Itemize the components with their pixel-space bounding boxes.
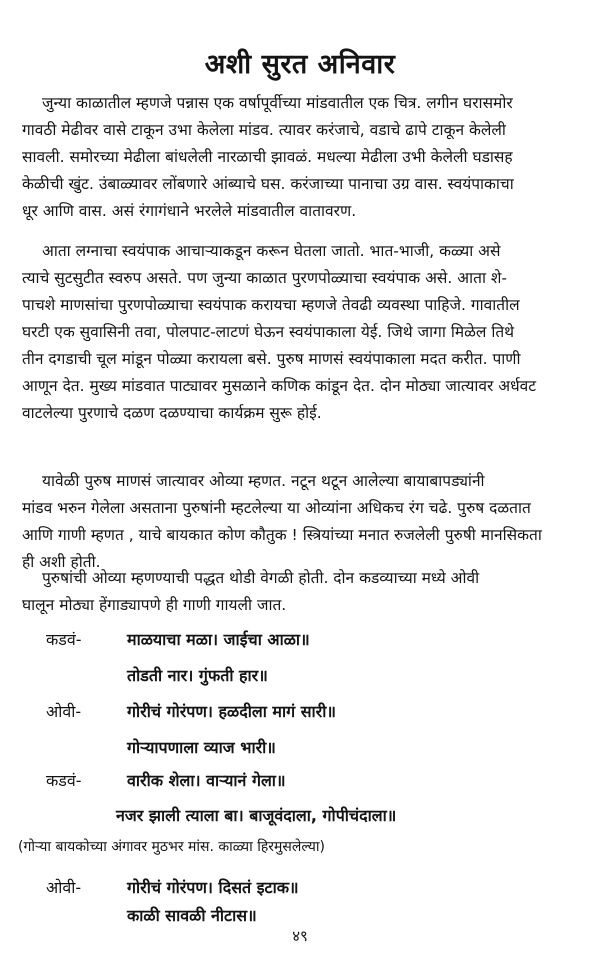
paragraph-line: यावेळी पुरुष माणसं जात्यावर ओव्या म्हणत. नटून थटून आलेल्या बायाबापड्यांनी [42,472,485,490]
verse-label: ओवी- [46,878,82,897]
paragraph-line: आता लग्नाचा स्वयंपाक आचाऱ्याकडून करून घेतला जातो. भात-भाजी, कळ्या असे [42,242,501,260]
verse-line: गोऱ्यापणाला व्याज भारी॥ [127,738,276,757]
paragraph-line: तीन दगडाची चूल मांडून पोळ्या करायला बसे. पुरुष माणसं स्वयंपाकाला मदत करीत. पाणी [22,350,521,368]
paragraph-3 [22,468,582,576]
verse-line: गोरीचं गोरंपण। दिसतं इटाक॥ [127,878,299,897]
page-title: अशी सुरत अनिवार [204,49,396,80]
verse-label: ओवी- [46,702,82,721]
paragraph-line: वाटलेल्या पुरणाचे दळण दळण्याचा कार्यक्रम सुरू होई. [22,404,322,422]
paragraph-4 [22,565,582,619]
page-number: ४९ [292,927,308,945]
paragraph-line: आणून देत. मुख्य मांडवात पाट्यावर मुसळाने कणिक कांडून देत. दोन मोठ्या जात्यावर अर्धवट [22,377,537,395]
verse-line: वारीक शेला। वाऱ्यानं गेला॥ [127,771,286,790]
paragraph-line: घालून मोठ्या हेंगाड्यापणे ही गाणी गायली जात. [22,596,287,614]
paragraph-line: आणि गाणी म्हणत , याचे बायकात कोण कौतुक ! स्त्रियांच्या मनात रुजलेली पुरुषी मानसिकता [22,526,542,544]
verse-label: कडवं- [46,771,82,790]
paragraph-line: त्याचे सुटसुटीत स्वरुप असते. पण जुन्या काळात पुरणपोळ्याचा स्वयंपाक असे. आता शे- [22,269,508,287]
verse-line: काळी सावळी नीटास॥ [127,906,257,925]
verse-line: माळयाचा मळा। जाईचा आळा॥ [127,630,310,649]
parenthetical-note: (गोऱ्या बायकोच्या अंगावर मुठभर मांस. काळ्या हिरमुसलेल्या) [18,839,325,855]
paragraph-1 [22,90,582,225]
paragraph-line: पुरुषांची ओव्या म्हणण्याची पद्धत थोडी वेगळी होती. दोन कडव्याच्या मध्ये ओवी [42,569,480,587]
paragraph-line: गावठी मेढीवर वासे टाकून उभा केलेला मांडव. त्यावर करंजाचे, वडाचे ढापे टाकून केलेली [22,121,506,139]
paragraph-line: जुन्या काळातील म्हणजे पन्नास एक वर्षापूर्वीच्या मांडवातील एक चित्र. लगीन घरासमोर [42,94,513,112]
verse-line: नजर झाली त्याला बा। बाजूवंदाला, गोपीचंदाला॥ [116,806,397,825]
verse-label: कडवं- [46,630,82,649]
paragraph-line: घरटी एक सुवासिनी तवा, पोलपाट-लाटणं घेऊन स्वयंपाकाला येई. जिथे जागा मिळेल तिथे [22,323,515,341]
verse-line: गोरीचं गोरंपण। हळदीला मागं सारी॥ [127,702,336,721]
paragraph-line: धूर आणि वास. असं रंगागंधाने भरलेले मांडवातील वातावरण. [22,202,357,220]
verse-line: तोडती नार। गुंफती हार॥ [127,666,268,685]
paragraph-line: सावली. समोरच्या मेढीला बांधलेली नारळाची झावळं. मधल्या मेढीला उभी केलेली घडासह [22,148,513,166]
paragraph-line: मांडव भरुन गेलेला असताना पुरुषांनी म्हटलेल्या या ओव्यांना अधिकच रंग चढे. पुरुष दळतात [22,499,531,517]
paragraph-2 [22,238,582,427]
paragraph-line: ही अशी होती. [22,553,101,571]
paragraph-line: पाचशे माणसांचा पुरणपोळ्याचा स्वयंपाक करायचा म्हणजे तेवढी व्यवस्था पाहिजे. गावातील [22,296,520,314]
paragraph-line: केळीची खुंट. उंबाळ्यावर लोंबणारे आंब्याचे घस. करंजाच्या पानाचा उग्र वास. स्वयंपाकाचा [22,175,514,193]
